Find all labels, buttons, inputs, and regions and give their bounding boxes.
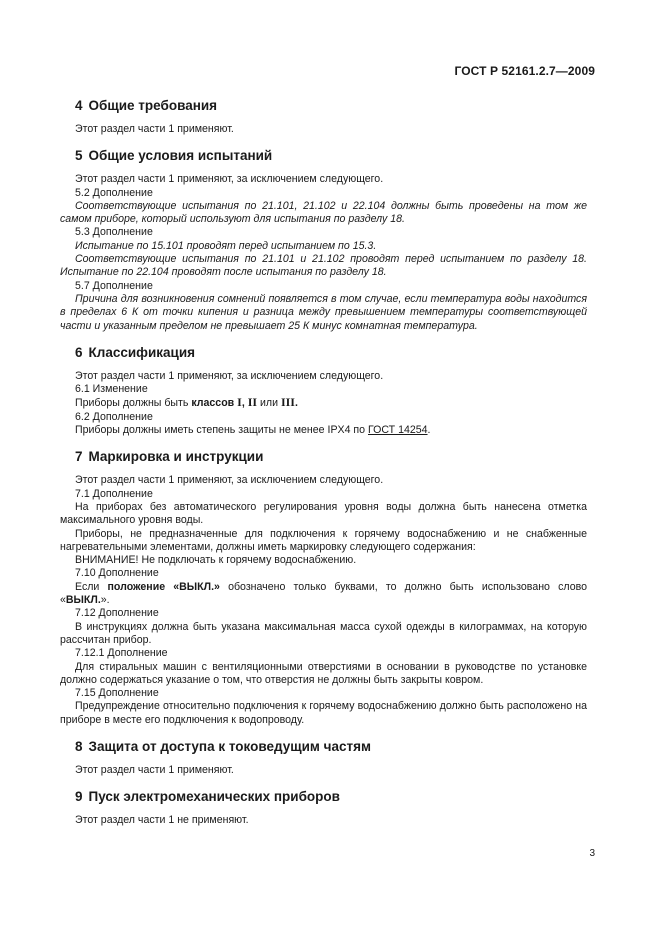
clause-text: Для стиральных машин с вентиляционными отверстиями в основании в руководстве по установке должно содержаться указание о том, что отверстия не должны быть закрыты ковром. <box>60 660 587 686</box>
section-7 <box>60 447 587 727</box>
clause-text: Испытание по 15.101 проводят перед испытанием по 15.3. <box>75 239 377 252</box>
clause-label: 6.1 Изменение <box>75 383 148 396</box>
paragraph: Этот раздел части 1 не применяют. <box>75 814 249 827</box>
section-heading: 8 Защита от доступа к токоведущим частям <box>75 738 371 754</box>
section-6 <box>60 343 587 437</box>
clause-text: Соответствующие испытания по 21.101, 21.102 и 22.104 должны быть проведены на том же самом приборе, который используют для испытания по разделу 18. <box>60 199 587 226</box>
clause-text: Соответствующие испытания по 21.101 и 21.102 проводят перед испытанием по разделу 18. Испытание по 22.104 проводят после испытания по разделу 18. <box>60 253 587 279</box>
paragraph: Этот раздел части 1 применяют. <box>75 123 234 135</box>
clause-text: ВНИМАНИЕ! Не подключать к горячему водоснабжению. <box>75 554 357 567</box>
clause-label: 5.3 Дополнение <box>75 226 153 239</box>
clause-label: 7.12 Дополнение <box>75 607 159 620</box>
clause-text: Предупреждение относительно подключения к горячему водоснабжению должно быть расположено на приборе в месте его подключения к водопроводу. <box>60 700 587 726</box>
section-4 <box>60 96 587 136</box>
page-number: 3 <box>589 848 595 859</box>
clause-text: На приборах без автоматического регулирования уровня воды должна быть нанесена отметка максимального уровня воды. <box>60 500 587 527</box>
paragraph: Этот раздел части 1 применяют, за исключением следующего. <box>75 369 384 382</box>
clause-label: 7.15 Дополнение <box>75 687 159 700</box>
clause-text: Приборы должны иметь степень защиты не менее IPX4 по ГОСТ 14254. <box>75 424 431 437</box>
paragraph: Этот раздел части 1 применяют, за исключением следующего. <box>75 173 384 186</box>
clause-label: 5.2 Дополнение <box>75 186 153 199</box>
clause-label: 7.10 Дополнение <box>75 567 159 580</box>
clause-label: 6.2 Дополнение <box>75 410 153 423</box>
clause-text: Приборы, не предназначенные для подключения к горячему водоснабжению и не снабженные нагревательными элементами, должны иметь маркировку следующего содержания: <box>60 527 587 553</box>
paragraph: Этот раздел части 1 применяют. <box>75 763 234 776</box>
clause-label: 7.1 Дополнение <box>75 487 153 500</box>
clause-text: Приборы должны быть классов I, II или III. <box>75 395 298 410</box>
section-5 <box>60 146 587 333</box>
standard-designation: ГОСТ Р 52161.2.7—2009 <box>454 64 595 78</box>
section-8 <box>60 737 587 777</box>
section-heading: 7 Маркировка и инструкции <box>75 449 264 465</box>
document-body <box>60 96 587 828</box>
section-9 <box>60 787 587 827</box>
clause-text: Если положение «ВЫКЛ.» обозначено только буквами, то должно быть использовано слово «ВЫКЛ.». <box>60 580 587 607</box>
paragraph: Этот раздел части 1 применяют, за исключением следующего. <box>75 474 384 487</box>
clause-label: 5.7 Дополнение <box>75 279 153 292</box>
clause-text: В инструкциях должна быть указана максимальная масса сухой одежды в килограммах, на которую рассчитан прибор. <box>60 620 587 646</box>
clause-label: 7.12.1 Дополнение <box>75 647 168 660</box>
section-heading: 9 Пуск электромеханических приборов <box>75 789 340 805</box>
section-heading: 4 Общие требования <box>75 98 218 113</box>
clause-text: Причина для возникновения сомнений появляется в том случае, если температура воды находится в пределах 6 К от точки кипения и разница между превышением температуры соответствующей части и указанным пределом не превышает 25 К минус комнатная температура. <box>60 292 587 332</box>
section-heading: 5 Общие условия испытаний <box>75 148 273 164</box>
section-heading: 6 Классификация <box>75 344 196 360</box>
standard-reference-link[interactable]: ГОСТ 14254 <box>367 424 428 437</box>
